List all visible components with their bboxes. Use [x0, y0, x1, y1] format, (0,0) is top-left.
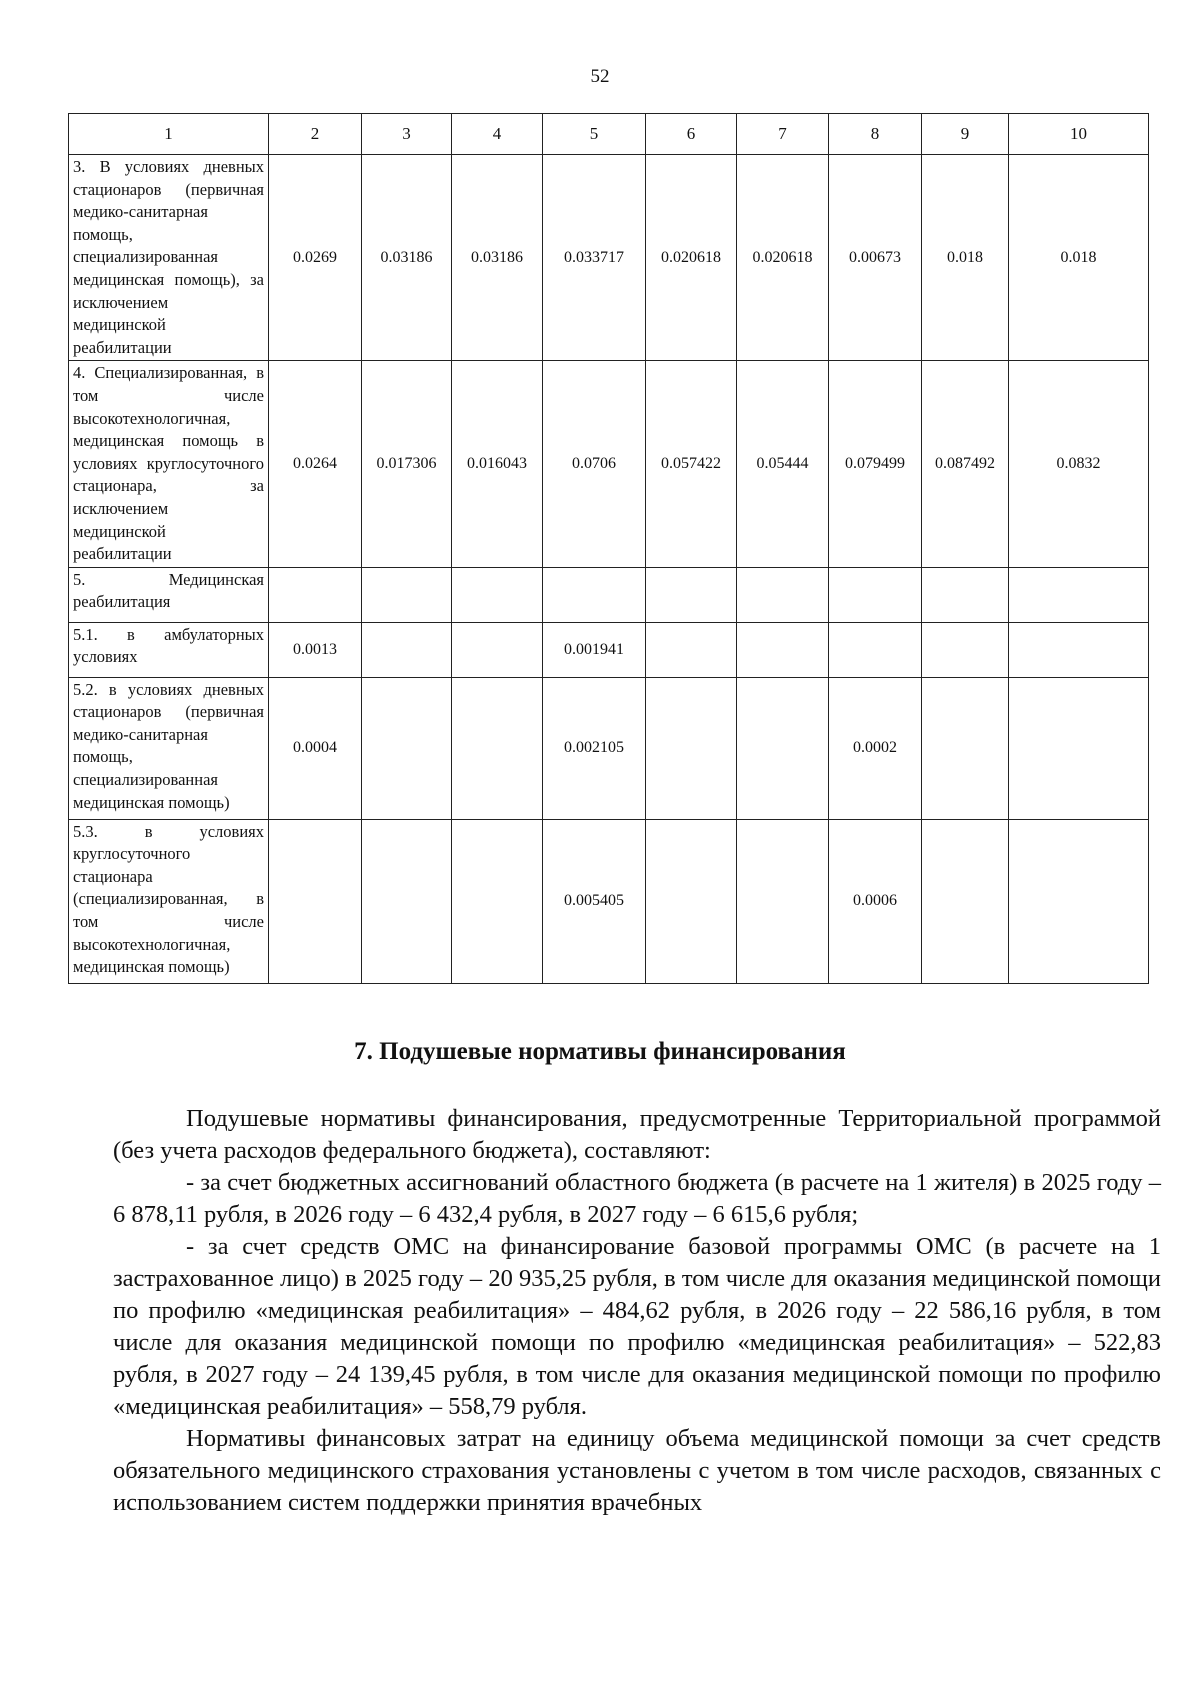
table-cell	[452, 819, 543, 983]
table-cell: 0.087492	[922, 361, 1009, 567]
table-cell	[646, 567, 737, 622]
table-cell	[646, 622, 737, 677]
table-cell: 0.016043	[452, 361, 543, 567]
table-cell	[829, 622, 922, 677]
table-cell: 0.03186	[362, 155, 452, 361]
table-cell: 0.033717	[543, 155, 646, 361]
paragraph: Нормативы финансовых затрат на единицу объема медицинской помощи за счет средств обязательного медицинского страхования установлены с учетом в том числе расходов, связанных с использованием систем поддержки принятия врачебных	[113, 1425, 1161, 1516]
row-label: 4. Специализированная, в том числе высокотехнологичная, медицинская помощь в условиях круглосуточного стационара, за исключением медицинской реабилитации	[69, 361, 269, 567]
table-cell	[1009, 677, 1149, 819]
table-cell	[646, 819, 737, 983]
column-header: 7	[737, 114, 829, 155]
table-cell: 0.0832	[1009, 361, 1149, 567]
table-cell	[269, 567, 362, 622]
table-cell	[362, 622, 452, 677]
column-header: 9	[922, 114, 1009, 155]
column-header: 6	[646, 114, 737, 155]
row-label: 5.2. в условиях дневных стационаров (первичная медико-санитарная помощь, специализированная медицинская помощь)	[69, 677, 269, 819]
table-header-row	[69, 114, 1149, 155]
table-cell: 0.0269	[269, 155, 362, 361]
table-row	[69, 361, 1149, 567]
column-header: 10	[1009, 114, 1149, 155]
column-header: 5	[543, 114, 646, 155]
table-cell: 0.018	[922, 155, 1009, 361]
paragraph: Подушевые нормативы финансирования, предусмотренные Территориальной программой (без учета расходов федерального бюджета), составляют:	[113, 1105, 1161, 1164]
table-cell	[1009, 622, 1149, 677]
table-cell: 0.05444	[737, 361, 829, 567]
table-cell	[646, 677, 737, 819]
column-header: 3	[362, 114, 452, 155]
table-cell: 0.0264	[269, 361, 362, 567]
table-cell	[362, 819, 452, 983]
column-header: 4	[452, 114, 543, 155]
norms-table	[68, 113, 1149, 984]
column-header: 2	[269, 114, 362, 155]
table-cell	[922, 819, 1009, 983]
table-cell: 0.0004	[269, 677, 362, 819]
table-cell	[362, 567, 452, 622]
table-cell	[829, 567, 922, 622]
table-cell	[737, 622, 829, 677]
row-label: 5.1. в амбулаторных условиях	[69, 622, 269, 677]
table-cell: 0.002105	[543, 677, 646, 819]
table-cell: 0.0013	[269, 622, 362, 677]
table-cell	[737, 677, 829, 819]
table-cell: 0.001941	[543, 622, 646, 677]
page-number: 52	[590, 66, 610, 87]
table-cell	[269, 819, 362, 983]
table-cell: 0.020618	[737, 155, 829, 361]
table-cell: 0.018	[1009, 155, 1149, 361]
row-label: 3. В условиях дневных стационаров (первичная медико-санитарная помощь, специализированная медицинская помощь), за исключением медицинской реабилитации	[69, 155, 269, 361]
table-cell	[737, 819, 829, 983]
table-cell	[543, 567, 646, 622]
row-label: 5. Медицинская реабилитация	[69, 567, 269, 622]
table-cell	[1009, 567, 1149, 622]
table-cell: 0.005405	[543, 819, 646, 983]
table-row	[69, 622, 1149, 677]
table-cell	[452, 677, 543, 819]
paragraph: - за счет средств ОМС на финансирование базовой программы ОМС (в расчете на 1 застрахованное лицо) в 2025 году – 20 935,25 рубля, в том числе для оказания медицинской помощи по профилю «медицинская реабилитация» – 484,62 рубля, в 2026 году – 22 586,16 рубля, в том числе для оказания медицинской помощи по профилю «медицинская реабилитация» – 522,83 рубля, в 2027 году – 24 139,45 рубля, в том числе для оказания медицинской помощи по профилю «медицинская реабилитация» – 558,79 рубля.	[113, 1233, 1161, 1420]
section-body	[113, 1103, 1161, 1519]
table-cell: 0.0002	[829, 677, 922, 819]
table-cell: 0.00673	[829, 155, 922, 361]
table-row	[69, 567, 1149, 622]
table-cell: 0.03186	[452, 155, 543, 361]
table-row	[69, 819, 1149, 983]
column-header: 1	[69, 114, 269, 155]
table-cell: 0.017306	[362, 361, 452, 567]
table-row	[69, 677, 1149, 819]
column-header: 8	[829, 114, 922, 155]
table-cell	[452, 622, 543, 677]
table-cell	[452, 567, 543, 622]
section-heading: 7. Подушевые нормативы финансирования	[354, 1038, 846, 1065]
table-cell	[1009, 819, 1149, 983]
table-cell: 0.020618	[646, 155, 737, 361]
table-cell	[922, 567, 1009, 622]
table-cell	[922, 677, 1009, 819]
table-cell: 0.0006	[829, 819, 922, 983]
table-cell	[737, 567, 829, 622]
row-label: 5.3. в условиях круглосуточного стационара (специализированная, в том числе высокотехнологичная, медицинская помощь)	[69, 819, 269, 983]
table-cell: 0.057422	[646, 361, 737, 567]
table-cell: 0.0706	[543, 361, 646, 567]
table-cell	[362, 677, 452, 819]
table-row	[69, 155, 1149, 361]
table-cell	[922, 622, 1009, 677]
table-cell: 0.079499	[829, 361, 922, 567]
paragraph: - за счет бюджетных ассигнований областного бюджета (в расчете на 1 жителя) в 2025 году – 6 878,11 рубля, в 2026 году – 6 432,4 рубля, в 2027 году – 6 615,6 рубля;	[113, 1169, 1161, 1228]
